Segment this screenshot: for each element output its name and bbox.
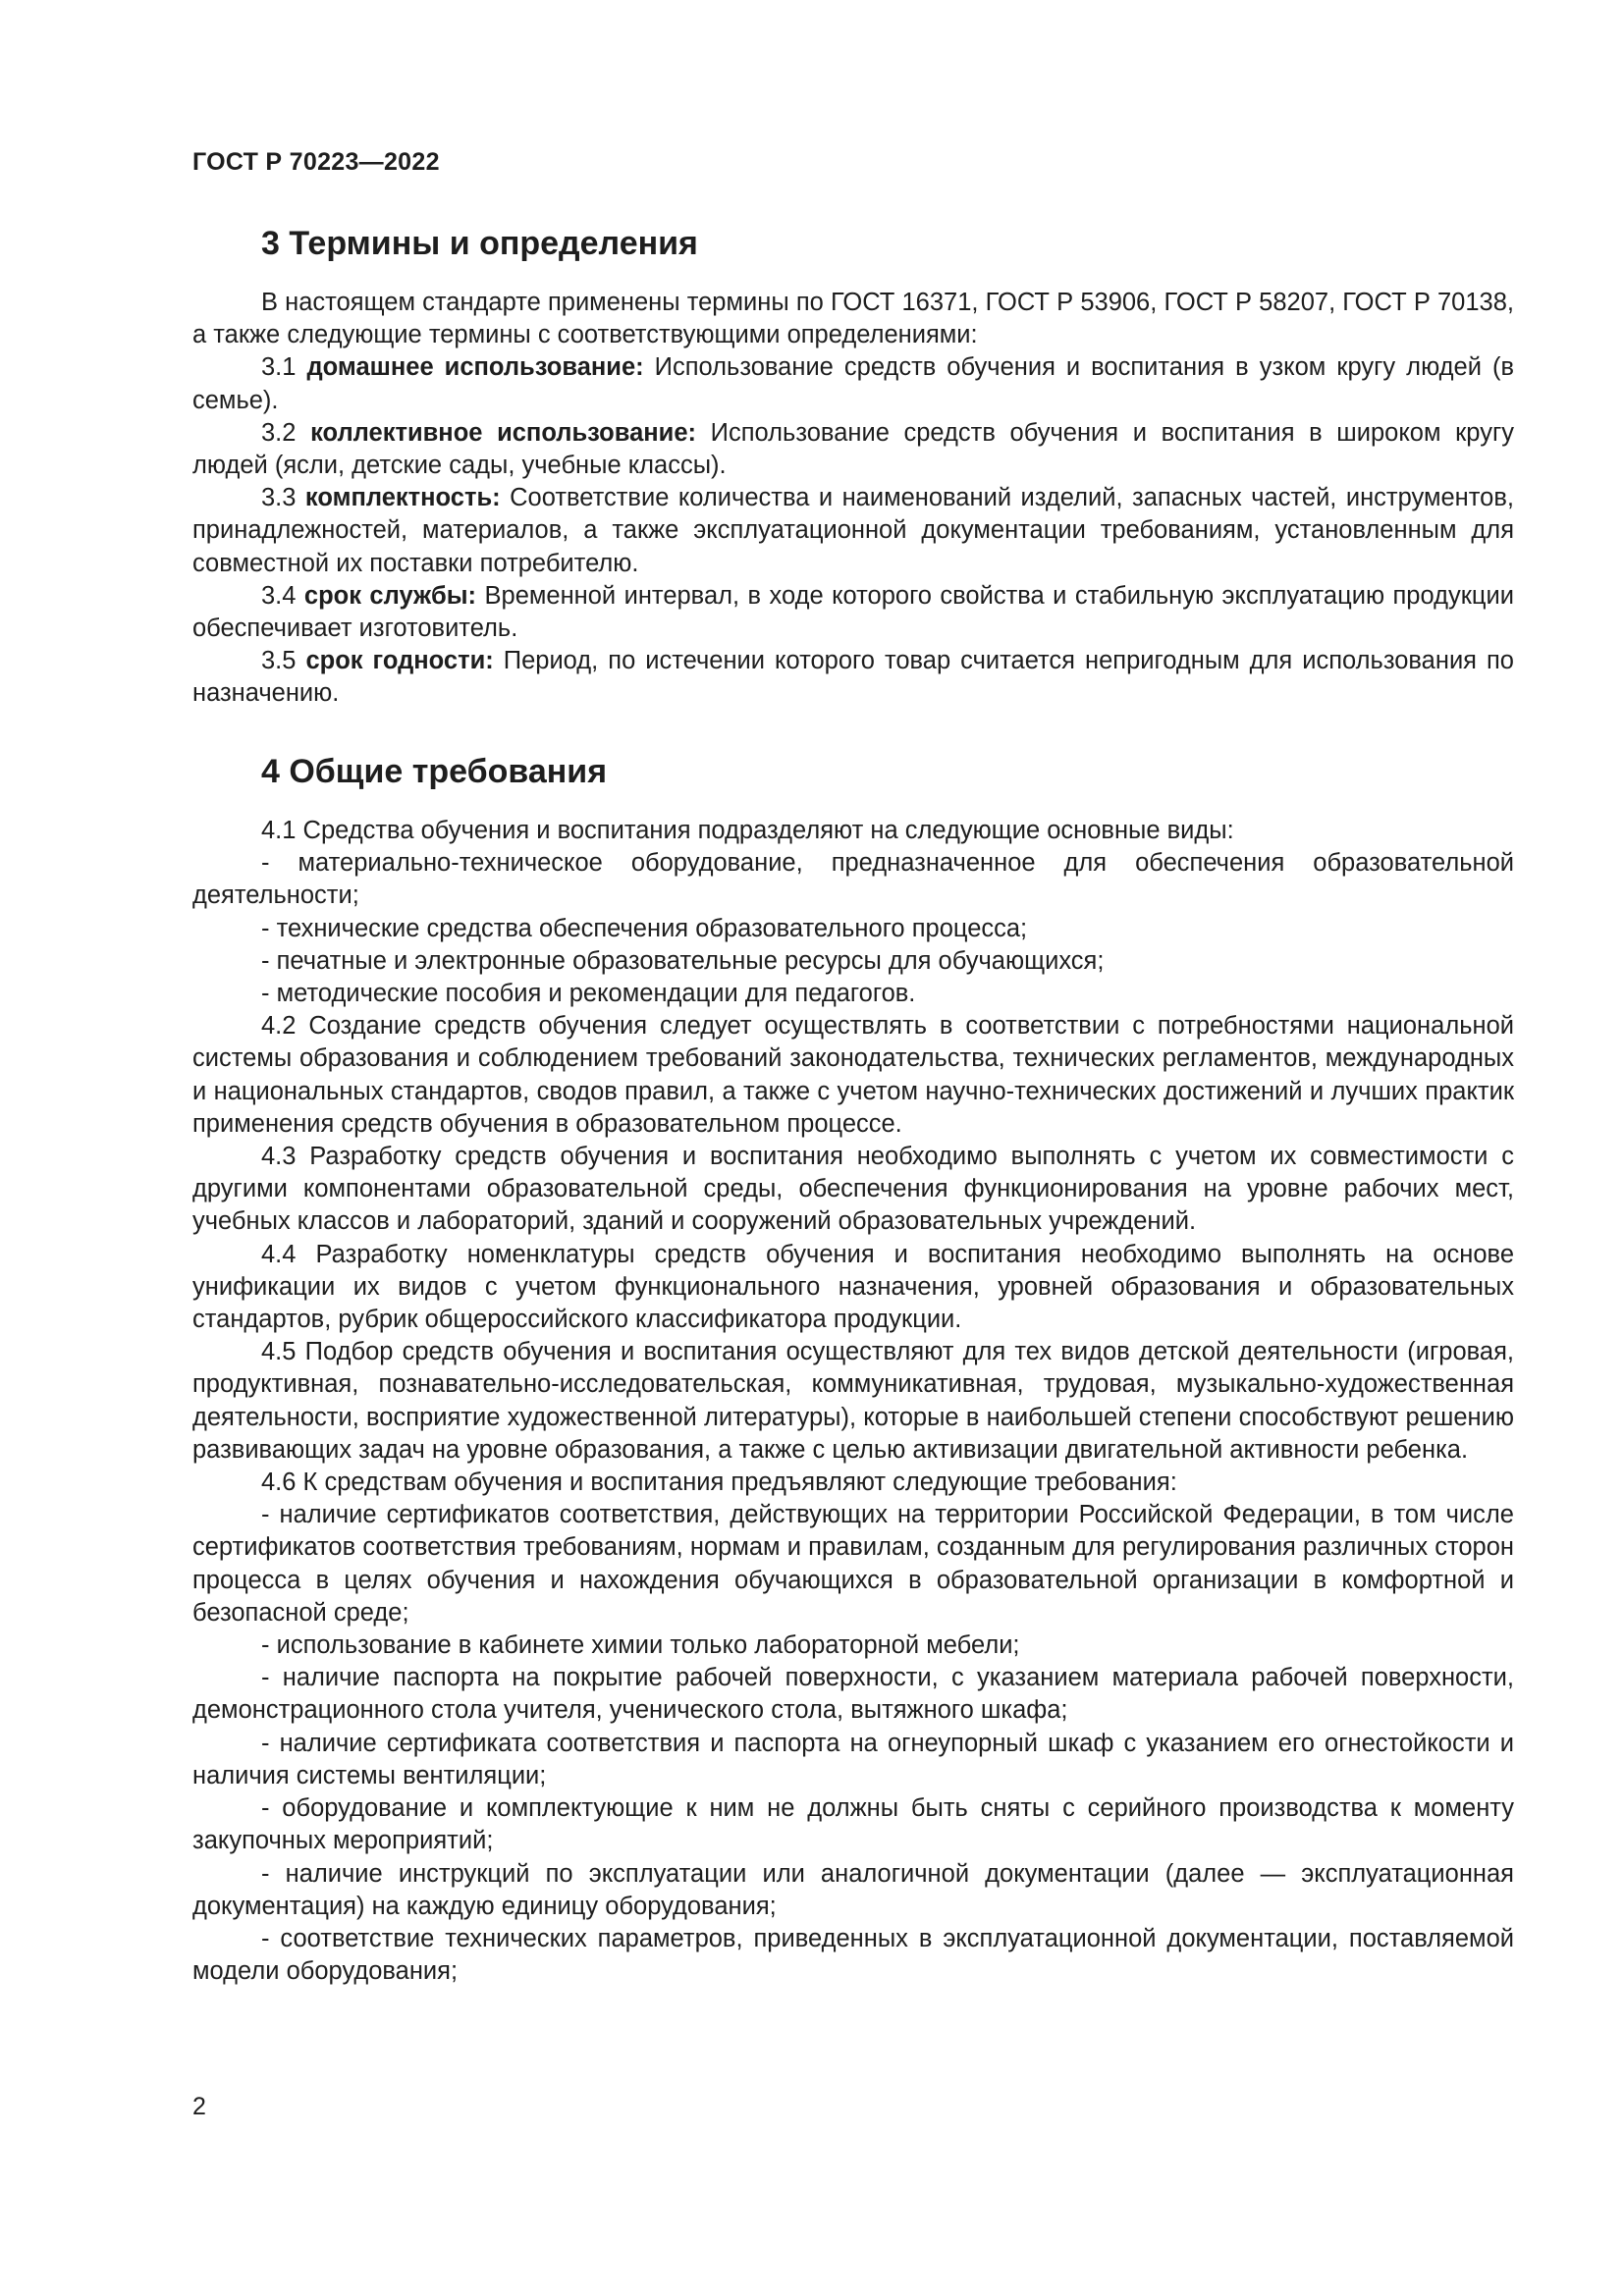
term-name: комплектность: <box>304 484 501 512</box>
paragraph-4-2: 4.2 Создание средств обучения следует осуществлять в соответствии с потребностями национальной системы образования и соблюдением требований законодательства, технических регламентов, международных и национальных стандартов, сводов правил, а также с учетом научно-технических достижений и лучших практик применения средств обучения в образовательном процессе. <box>192 1012 1514 1138</box>
term-definition: Период, по истечении которого товар считается непригодным для использования по назначению. <box>192 647 1514 708</box>
term-number: 3.4 <box>261 581 297 610</box>
list-item: - печатные и электронные образовательные ресурсы для обучающихся; <box>261 946 1105 975</box>
list-item: - методические пособия и рекомендации для педагогов. <box>261 980 916 1008</box>
term-definition: Соответствие количества и наименований изделий, запасных частей, инструментов, принадлежностей, материалов, а также эксплуатационной документации требованиям, установленным для совместной их поставки потребителю. <box>192 484 1514 577</box>
list-item: - оборудование и комплектующие к ним не должны быть сняты с серийного производства к моменту закупочных мероприятий; <box>192 1794 1514 1855</box>
term-3-2 <box>192 417 1514 482</box>
term-number: 3.2 <box>261 418 297 447</box>
section-3-title: 3 Термины и определения <box>261 225 698 262</box>
list-item: - соответствие технических параметров, приведенных в эксплуатационной документации, поставляемой модели оборудования; <box>192 1924 1514 1986</box>
term-name: срок годности: <box>305 647 494 675</box>
term-definition: Использование средств обучения и воспитания в широком кругу людей (ясли, детские сады, учебные классы). <box>192 418 1514 480</box>
list-item: - технические средства обеспечения образовательного процесса; <box>261 914 1028 942</box>
term-name: срок службы: <box>303 581 477 610</box>
paragraph-4-1: 4.1 Средства обучения и воспитания подразделяют на следующие основные виды: <box>261 817 1234 844</box>
section-3-body <box>192 287 1514 711</box>
term-name: коллективное использование: <box>310 418 697 447</box>
section-4-title: 4 Общие требования <box>261 753 608 790</box>
term-definition: Использование средств обучения и воспитания в узком кругу людей (в семье). <box>192 353 1514 414</box>
term-3-3 <box>192 482 1514 580</box>
term-3-4 <box>192 580 1514 645</box>
paragraph-4-4: 4.4 Разработку номенклатуры средств обучения и воспитания необходимо выполнять на основе унификации их видов с учетом функционального назначения, уровней образования и образовательных стандартов, рубрик общероссийского классификатора продукции. <box>192 1240 1514 1334</box>
term-definition: Временной интервал, в ходе которого свойства и стабильную эксплуатацию продукции обеспечивает изготовитель. <box>192 581 1514 643</box>
term-number: 3.1 <box>261 353 297 382</box>
section-4-body <box>192 815 1514 1988</box>
page-number: 2 <box>192 2093 206 2120</box>
term-3-5 <box>192 645 1514 710</box>
paragraph-4-5: 4.5 Подбор средств обучения и воспитания осуществляют для тех видов детской деятельности (игровая, продуктивная, познавательно-исследовательская, коммуникативная, трудовая, музыкально-художественная деятельности, восприятие художественной литературы), которые в наибольшей степени способствуют решению развивающих задач на уровне образования, а также с целью активизации двигательной активности ребенка. <box>192 1338 1514 1464</box>
list-item: - наличие инструкций по эксплуатации или аналогичной документации (далее — эксплуатационная документация) на каждую единицу оборудования; <box>192 1859 1514 1920</box>
list-item: - наличие паспорта на покрытие рабочей поверхности, с указанием материала рабочей поверхности, демонстрационного стола учителя, ученического стола, вытяжного шкафа; <box>192 1664 1514 1725</box>
term-number: 3.3 <box>261 484 297 512</box>
section-3-intro: В настоящем стандарте применены термины по ГОСТ 16371, ГОСТ Р 53906, ГОСТ Р 58207, ГОСТ Р 70138, а также следующие термины с соответствующими определениями: <box>192 289 1514 349</box>
document-code-header: ГОСТ Р 70223—2022 <box>192 148 440 176</box>
paragraph-4-6: 4.6 К средствам обучения и воспитания предъявляют следующие требования: <box>261 1468 1177 1497</box>
term-name: домашнее использование: <box>306 353 644 382</box>
paragraph-4-3: 4.3 Разработку средств обучения и воспитания необходимо выполнять с учетом их совместимости с другими компонентами образовательной среды, обеспечения функционирования на уровне рабочих мест, учебных классов и лабораторий, зданий и сооружений образовательных учреждений. <box>192 1143 1514 1236</box>
list-item: - наличие сертификата соответствия и паспорта на огнеупорный шкаф с указанием его огнестойкости и наличия системы вентиляции; <box>192 1729 1514 1789</box>
term-3-1 <box>192 351 1514 416</box>
list-item: - использование в кабинете химии только лабораторной мебели; <box>261 1631 1020 1660</box>
term-number: 3.5 <box>261 647 297 675</box>
list-item: - наличие сертификатов соответствия, действующих на территории Российской Федерации, в том числе сертификатов соответствия требованиям, нормам и правилам, созданным для регулирования различных сторон процесса в целях обучения и нахождения обучающихся в образовательной организации в комфортной и безопасной среде; <box>192 1501 1514 1627</box>
list-item: - материально-техническое оборудование, предназначенное для обеспечения образовательной деятельности; <box>192 849 1514 910</box>
